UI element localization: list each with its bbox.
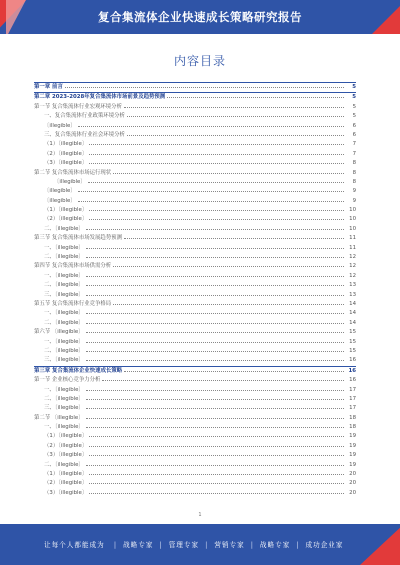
page-number: 1 <box>198 512 202 518</box>
toc-entry-row[interactable] <box>34 272 356 281</box>
toc-dot-leader <box>86 322 344 324</box>
toc-entry-label: 三、复合集流体行业社会环境分析 <box>44 131 125 138</box>
toc-entry-row[interactable] <box>34 451 356 460</box>
toc-entry-row[interactable] <box>34 489 356 498</box>
toc-page-number: 13 <box>349 282 356 289</box>
toc-page-number: 9 <box>352 197 356 204</box>
toc-entry-label: 第五节 复合集流体行业竞争格局 <box>34 300 112 307</box>
toc-entry-row[interactable] <box>34 131 356 140</box>
toc-entry-row[interactable] <box>34 178 356 187</box>
toc-entry-label: 三、〔illegible〕 <box>44 291 84 298</box>
toc-entry-row[interactable] <box>34 319 356 328</box>
toc-page-number: 10 <box>349 207 356 214</box>
slogan-item: 管理专家 <box>168 541 200 549</box>
toc-dot-leader <box>65 86 344 88</box>
toc-dot-leader <box>167 96 344 98</box>
toc-dot-leader <box>124 370 344 372</box>
toc-dot-leader <box>89 482 344 484</box>
toc-entry-label: 二、〔illegible〕 <box>44 254 84 261</box>
toc-entry-row[interactable] <box>34 112 356 121</box>
toc-page-number: 19 <box>349 442 356 449</box>
toc-dot-leader <box>86 284 344 286</box>
toc-entry-row[interactable] <box>34 122 356 131</box>
toc-entry-label: 第一节 复合集流体行业宏观环境分析 <box>34 103 122 110</box>
slogan-item: 战略专家 <box>259 541 291 549</box>
toc-page-number: 5 <box>352 84 356 90</box>
toc-dot-leader <box>89 492 344 494</box>
toc-entry-row[interactable] <box>34 479 356 488</box>
toc-entry-row[interactable] <box>34 244 356 253</box>
toc-entry-label: （1）〔illegible〕 <box>44 207 88 214</box>
toc-entry-label: 二、〔illegible〕 <box>44 225 84 232</box>
toc-dot-leader <box>89 445 344 447</box>
toc-page-number: 8 <box>352 169 356 176</box>
toc-entry-row[interactable] <box>34 253 356 262</box>
toc-entry-label: （2）〔illegible〕 <box>44 442 88 449</box>
toc-heading: 内容目录 <box>173 54 226 68</box>
toc-entry-label: 一、〔illegible〕 <box>44 310 84 317</box>
toc-entry-row[interactable] <box>34 206 356 215</box>
toc-dot-leader <box>89 454 344 456</box>
toc-dot-leader <box>86 398 344 400</box>
toc-dot-leader <box>78 200 344 202</box>
toc-entry-row[interactable] <box>34 461 356 470</box>
toc-entry-label: 一、〔illegible〕 <box>44 244 84 251</box>
toc-entry-label: 三、〔illegible〕 <box>44 357 84 364</box>
toc-entry-label: （2）〔illegible〕 <box>44 216 88 223</box>
toc-entry-label: （1）〔illegible〕 <box>44 471 88 478</box>
toc-dot-leader <box>127 134 344 136</box>
toc-entry-row[interactable] <box>34 103 356 112</box>
table-of-contents <box>34 82 356 498</box>
toc-entry-row[interactable] <box>34 328 356 337</box>
toc-entry-label: 第一章 前言 <box>34 84 63 90</box>
toc-entry-row[interactable] <box>34 300 356 309</box>
toc-entry-row[interactable] <box>34 150 356 159</box>
slogan-separator: | <box>113 541 118 549</box>
toc-entry-label: 二、〔illegible〕 <box>44 461 84 468</box>
toc-dot-leader <box>113 303 344 305</box>
toc-entry-row[interactable] <box>34 234 356 243</box>
toc-page-number: 17 <box>349 386 356 393</box>
toc-entry-row[interactable] <box>34 187 356 196</box>
slogan-separator: | <box>250 541 254 549</box>
toc-page-number: 19 <box>349 452 356 459</box>
toc-page-number: 15 <box>349 329 356 336</box>
toc-dot-leader <box>86 294 344 296</box>
toc-entry-label: （2）〔illegible〕 <box>44 480 88 487</box>
toc-dot-leader <box>89 218 344 220</box>
toc-entry-label: 一、〔illegible〕 <box>44 338 84 345</box>
toc-entry-row[interactable] <box>34 376 356 385</box>
slogan-item: 成功企业家 <box>305 541 344 549</box>
toc-dot-leader <box>78 190 344 192</box>
toc-page-number: 7 <box>352 150 356 157</box>
toc-chapter-row[interactable] <box>34 366 356 376</box>
toc-entry-label: 〔illegible〕 <box>44 122 76 129</box>
toc-entry-row[interactable] <box>34 423 356 432</box>
toc-dot-leader <box>86 426 344 428</box>
toc-page-number: 16 <box>348 367 356 374</box>
toc-dot-leader <box>89 209 344 211</box>
toc-entry-row[interactable] <box>34 414 356 423</box>
toc-entry-label: 第二章 2023-2028年复合集流体市场前景及趋势预测 <box>34 94 166 101</box>
toc-chapter-row[interactable] <box>34 82 356 92</box>
toc-dot-leader <box>86 275 344 277</box>
toc-page-number: 14 <box>349 310 356 317</box>
toc-page-number: 14 <box>349 300 356 307</box>
toc-dot-leader <box>89 435 344 437</box>
toc-page-number: 6 <box>352 131 356 138</box>
toc-entry-row[interactable] <box>34 442 356 451</box>
toc-dot-leader <box>89 473 344 475</box>
toc-dot-leader <box>113 172 344 174</box>
toc-dot-leader <box>86 464 344 466</box>
slogan-separator: | <box>296 541 300 549</box>
toc-page-number: 8 <box>352 178 356 185</box>
toc-entry-label: 一、复合集流体行业政策环境分析 <box>44 113 125 120</box>
toc-entry-label: 一、〔illegible〕 <box>44 424 84 431</box>
toc-page-number: 6 <box>352 122 356 129</box>
footer-slogan <box>44 539 344 549</box>
toc-entry-label: 第六节 〔illegible〕 <box>34 329 84 336</box>
toc-page-number: 12 <box>349 254 356 261</box>
toc-dot-leader <box>86 256 344 258</box>
toc-entry-label: 〔illegible〕 <box>44 197 76 204</box>
toc-dot-leader <box>124 106 344 108</box>
slogan-item: 战略专家 <box>123 541 154 549</box>
toc-entry-label: （3）〔illegible〕 <box>44 452 88 459</box>
toc-page-number: 13 <box>349 291 356 298</box>
toc-entry-row[interactable] <box>34 404 356 413</box>
toc-entry-row[interactable] <box>34 281 356 290</box>
slogan-separator: | <box>205 541 209 549</box>
toc-dot-leader <box>89 143 344 145</box>
toc-dot-leader <box>78 125 344 127</box>
toc-entry-label: 二、〔illegible〕 <box>44 282 84 289</box>
toc-entry-label: （3）〔illegible〕 <box>44 160 88 167</box>
toc-dot-leader <box>86 417 344 419</box>
toc-page-number: 16 <box>349 357 356 364</box>
toc-entry-label: 第三章 复合集流体企业快速成长策略 <box>34 367 123 374</box>
toc-entry-row[interactable] <box>34 386 356 395</box>
toc-page-number: 17 <box>349 405 356 412</box>
toc-page-number: 19 <box>349 461 356 468</box>
toc-dot-leader <box>86 228 344 230</box>
toc-entry-row[interactable] <box>34 197 356 206</box>
toc-page-number: 15 <box>349 338 356 345</box>
toc-dot-leader <box>89 153 344 155</box>
toc-page-number: 20 <box>349 489 356 496</box>
toc-entry-row[interactable] <box>34 225 356 234</box>
toc-page-number: 15 <box>349 347 356 354</box>
toc-entry-row[interactable] <box>34 262 356 271</box>
toc-dot-leader <box>127 115 344 117</box>
toc-entry-row[interactable] <box>34 432 356 441</box>
report-footer-banner <box>0 524 400 565</box>
toc-page-number: 14 <box>349 319 356 326</box>
toc-entry-label: 〔illegible〕 <box>44 188 76 195</box>
toc-entry-row[interactable] <box>34 159 356 168</box>
toc-dot-leader <box>86 331 344 333</box>
toc-entry-row[interactable] <box>34 291 356 300</box>
toc-entry-row[interactable] <box>34 470 356 479</box>
toc-page-number: 7 <box>352 141 356 148</box>
toc-entry-label: 第二节 〔illegible〕 <box>34 414 84 421</box>
toc-page-number: 9 <box>352 188 356 195</box>
toc-entry-row[interactable] <box>34 338 356 347</box>
toc-page-number: 8 <box>352 160 356 167</box>
toc-entry-label: 第三节 复合集流体市场发展趋势预测 <box>34 235 122 242</box>
toc-dot-leader <box>86 407 344 409</box>
toc-chapter-row[interactable] <box>34 92 356 102</box>
toc-entry-label: 〔illegible〕 <box>54 178 86 185</box>
toc-page-number: 12 <box>349 263 356 270</box>
toc-page-number: 10 <box>349 225 356 232</box>
toc-dot-leader <box>86 359 344 361</box>
slogan-separator: | <box>159 541 163 549</box>
toc-dot-leader <box>102 379 344 381</box>
toc-entry-label: 第二节 复合集流体市场运行现状 <box>34 169 112 176</box>
toc-entry-row[interactable] <box>34 347 356 356</box>
toc-page-number: 18 <box>349 414 356 421</box>
toc-dot-leader <box>89 162 344 164</box>
toc-dot-leader <box>86 350 344 352</box>
toc-entry-label: 一、〔illegible〕 <box>44 386 84 393</box>
toc-page-number: 20 <box>349 480 356 487</box>
toc-entry-row[interactable] <box>34 356 356 365</box>
toc-entry-label: （3）〔illegible〕 <box>44 489 88 496</box>
toc-page-number: 16 <box>349 377 356 384</box>
toc-entry-label: 一、〔illegible〕 <box>44 272 84 279</box>
toc-entry-label: 第四节 复合集流体市场供需分析 <box>34 263 112 270</box>
toc-entry-label: 二、〔illegible〕 <box>44 395 84 402</box>
toc-entry-label: 第一节 企业核心竞争力分析 <box>34 377 101 384</box>
toc-entry-label: 二、〔illegible〕 <box>44 319 84 326</box>
toc-entry-label: 三、〔illegible〕 <box>44 405 84 412</box>
toc-page-number: 11 <box>349 235 356 242</box>
toc-page-number: 17 <box>349 395 356 402</box>
toc-entry-row[interactable] <box>34 169 356 178</box>
toc-entry-row[interactable] <box>34 215 356 224</box>
slogan-item: 营销专家 <box>214 541 245 549</box>
footer-red-accent <box>360 524 400 565</box>
toc-page-number: 11 <box>349 244 356 251</box>
toc-page-number: 5 <box>352 94 356 101</box>
toc-dot-leader <box>86 247 344 249</box>
toc-entry-label: （1）〔illegible〕 <box>44 141 88 148</box>
toc-dot-leader <box>113 265 344 267</box>
toc-page-number: 18 <box>349 424 356 431</box>
toc-entry-label: （2）〔illegible〕 <box>44 150 88 157</box>
report-title: 复合集流体企业快速成长策略研究报告 <box>98 10 302 24</box>
toc-page-number: 10 <box>349 216 356 223</box>
toc-entry-row[interactable] <box>34 309 356 318</box>
report-header-banner <box>0 0 400 34</box>
toc-entry-label: （1）〔illegible〕 <box>44 433 88 440</box>
toc-page-number: 5 <box>352 113 356 120</box>
toc-dot-leader <box>88 181 344 183</box>
toc-dot-leader <box>124 237 344 239</box>
toc-dot-leader <box>86 389 344 391</box>
slogan-lead: 让每个人都能成为 <box>44 541 105 549</box>
toc-entry-row[interactable] <box>34 395 356 404</box>
toc-dot-leader <box>86 312 344 314</box>
toc-entry-row[interactable] <box>34 140 356 149</box>
toc-entry-label: 二、〔illegible〕 <box>44 347 84 354</box>
toc-page-number: 19 <box>349 433 356 440</box>
toc-page-number: 12 <box>349 272 356 279</box>
toc-dot-leader <box>86 341 344 343</box>
toc-page-number: 20 <box>349 471 356 478</box>
toc-page-number: 5 <box>352 103 356 110</box>
